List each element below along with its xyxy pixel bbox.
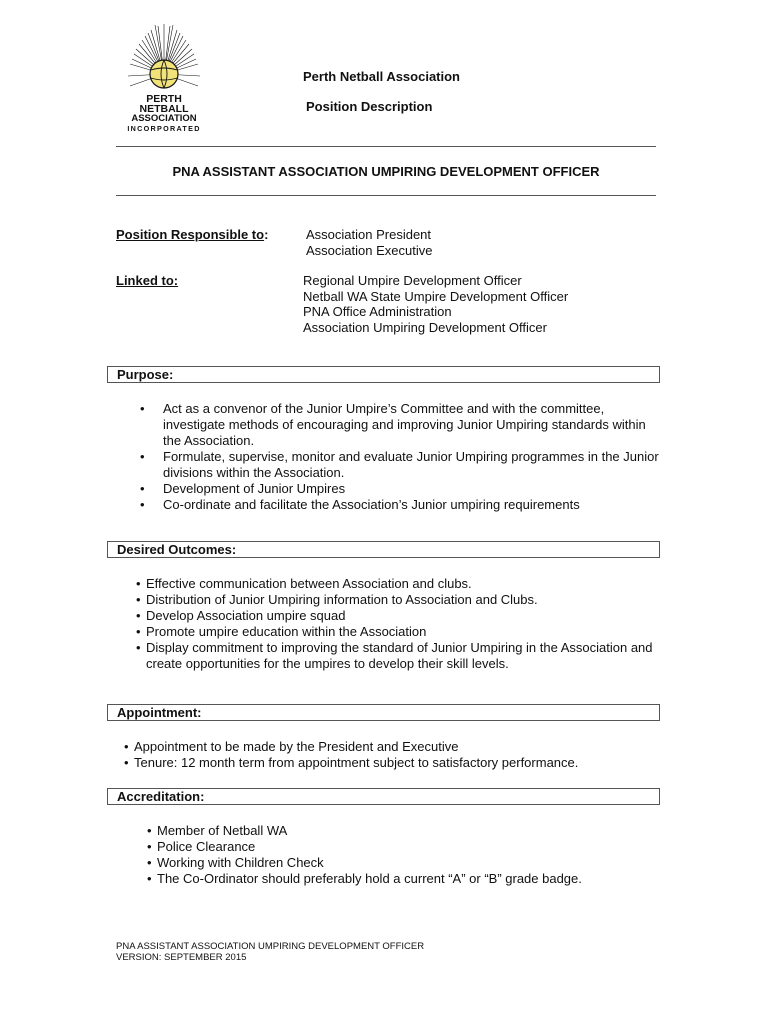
list-item xyxy=(147,871,667,887)
outcomes-heading-text: Desired Outcomes: xyxy=(117,542,237,557)
list-item xyxy=(147,823,667,839)
header-divider xyxy=(116,146,656,147)
linked-value: Association Umpiring Development Officer xyxy=(303,319,547,335)
list-item-text: Working with Children Check xyxy=(157,855,324,870)
responsible-values xyxy=(306,227,432,258)
bullet-icon: • xyxy=(136,592,141,607)
responsible-label xyxy=(116,227,268,242)
outcomes-heading xyxy=(107,541,660,558)
purpose-list xyxy=(140,401,660,513)
bullet-icon: • xyxy=(147,823,152,838)
list-item-text: Co-ordinate and facilitate the Association’s Junior umpiring requirements xyxy=(163,497,580,512)
logo-text xyxy=(118,94,210,133)
page-footer xyxy=(116,941,424,963)
bullet-icon: • xyxy=(140,401,145,416)
linked-label: Linked to: xyxy=(116,273,179,288)
bullet-icon: • xyxy=(140,449,145,464)
appointment-heading-text: Appointment: xyxy=(117,705,202,720)
list-item xyxy=(124,755,664,771)
list-item-text: Tenure: 12 month term from appointment subject to satisfactory performance. xyxy=(134,755,579,770)
bullet-icon: • xyxy=(140,497,145,512)
logo-line-2: NETBALL xyxy=(139,103,189,115)
accreditation-heading xyxy=(107,788,660,805)
list-item xyxy=(140,481,660,497)
bullet-icon: • xyxy=(124,739,129,754)
purpose-heading-text: Purpose: xyxy=(117,367,174,382)
list-item-text: Display commitment to improving the standard of Junior Umpiring in the Association and create opportunities for the umpires to develop their skill levels. xyxy=(146,640,653,671)
list-item xyxy=(147,855,667,871)
list-item xyxy=(136,608,661,624)
bullet-icon: • xyxy=(147,855,152,870)
bullet-icon: • xyxy=(147,839,152,854)
pna-logo xyxy=(118,24,210,132)
bullet-icon: • xyxy=(124,755,129,770)
purpose-heading xyxy=(107,366,660,383)
list-item xyxy=(136,640,661,672)
list-item-text: Member of Netball WA xyxy=(157,823,288,838)
document-type: Position Description xyxy=(306,99,433,114)
list-item xyxy=(140,497,660,513)
logo-line-4: INCORPORATED xyxy=(127,124,201,133)
footer-title: PNA ASSISTANT ASSOCIATION UMPIRING DEVELOPMENT OFFICER xyxy=(116,941,425,952)
title-divider xyxy=(116,195,656,196)
logo-line-1: PERTH xyxy=(146,93,182,105)
list-item-text: Development of Junior Umpires xyxy=(163,481,346,496)
responsible-label-colon: : xyxy=(264,227,269,242)
bullet-icon: • xyxy=(147,871,152,886)
accreditation-list xyxy=(147,823,667,887)
linked-values xyxy=(303,273,568,335)
list-item xyxy=(136,624,661,640)
outcomes-list xyxy=(136,576,661,672)
list-item-text: Act as a convenor of the Junior Umpire’s Committee and with the committee, investigate methods of encouraging and improving Junior Umpiring standards within the Association. xyxy=(163,401,646,448)
responsible-value: Association Executive xyxy=(306,242,433,258)
list-item-text: Police Clearance xyxy=(157,839,256,854)
list-item xyxy=(124,739,664,755)
list-item-text: Distribution of Junior Umpiring information to Association and Clubs. xyxy=(146,592,538,607)
position-title: PNA ASSISTANT ASSOCIATION UMPIRING DEVELOPMENT OFFICER xyxy=(172,164,600,179)
list-item-text: Promote umpire education within the Association xyxy=(146,624,427,639)
list-item xyxy=(136,592,661,608)
list-item xyxy=(140,449,660,481)
bullet-icon: • xyxy=(136,608,141,623)
list-item-text: Appointment to be made by the President and Executive xyxy=(134,739,459,754)
responsible-value: Association President xyxy=(306,227,432,242)
bullet-icon: • xyxy=(136,640,141,655)
list-item-text: The Co-Ordinator should preferably hold a current “A” or “B” grade badge. xyxy=(157,871,582,886)
list-item-text: Develop Association umpire squad xyxy=(146,608,346,623)
list-item-text: Effective communication between Association and clubs. xyxy=(146,576,472,591)
footer-version: VERSION: SEPTEMBER 2015 xyxy=(116,952,247,963)
linked-value: PNA Office Administration xyxy=(303,304,452,319)
organisation-name: Perth Netball Association xyxy=(303,69,460,84)
bullet-icon: • xyxy=(136,624,141,639)
bullet-icon: • xyxy=(136,576,141,591)
list-item xyxy=(140,401,660,449)
list-item-text: Formulate, supervise, monitor and evaluate Junior Umpiring programmes in the Junior divisions within the Association. xyxy=(163,449,659,480)
list-item xyxy=(147,839,667,855)
logo-line-3: ASSOCIATION xyxy=(131,113,197,124)
accreditation-heading-text: Accreditation: xyxy=(117,789,205,804)
linked-value: Netball WA State Umpire Development Officer xyxy=(303,288,569,304)
appointment-list xyxy=(124,739,664,771)
linked-value: Regional Umpire Development Officer xyxy=(303,273,522,288)
list-item xyxy=(136,576,661,592)
responsible-label-text: Position Responsible to xyxy=(116,227,265,242)
appointment-heading xyxy=(107,704,660,721)
bullet-icon: • xyxy=(140,481,145,496)
